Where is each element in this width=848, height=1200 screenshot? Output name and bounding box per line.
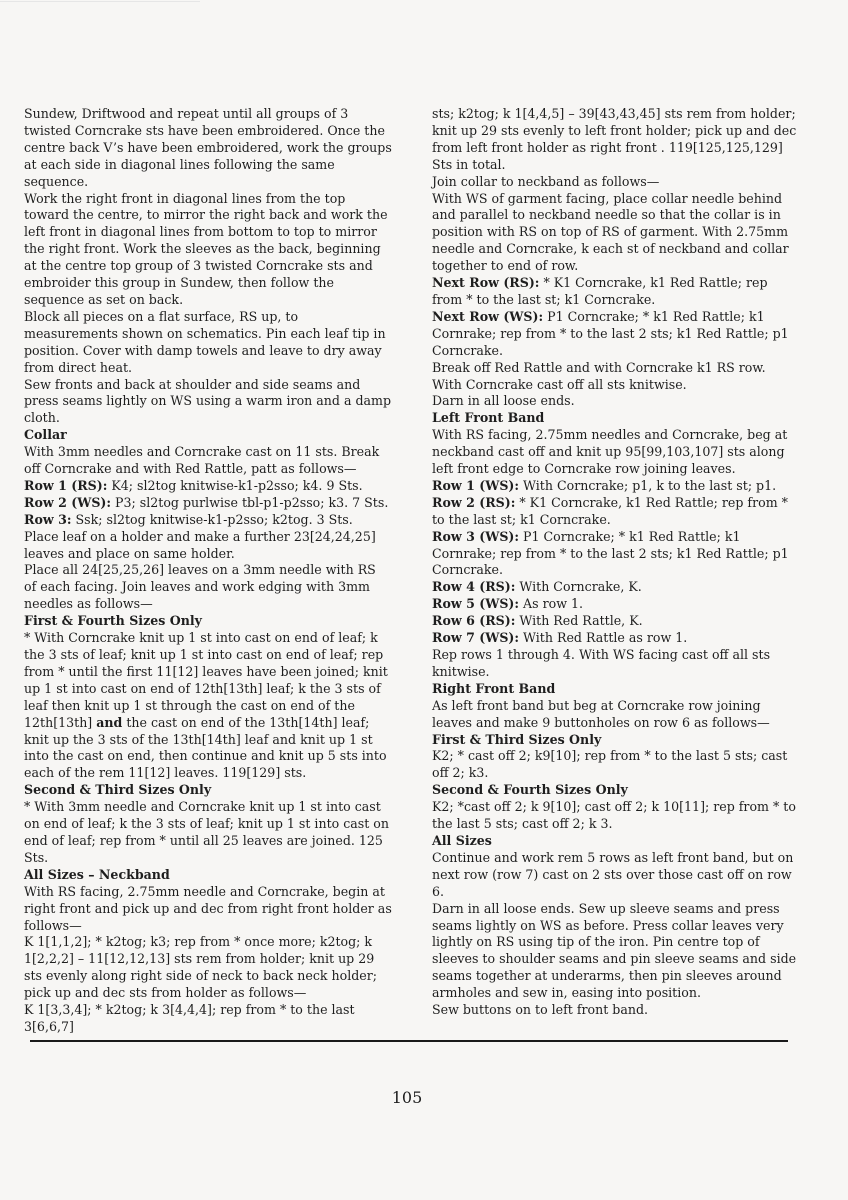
left-band-row-3 [432,529,797,580]
all-sizes-paragraph-1: Continue and work rem 5 rows as left front band, but on next row (row 7) cast on 2 sts over those cast off on row 6. [432,849,794,899]
first-fourth-sizes-text [24,630,392,782]
left-band-row-4 [432,579,797,596]
collar-paragraph-2: Place leaf on a holder and make a further 23[24,24,25] leaves and place on same holder. [24,528,376,561]
neckband-heading: All Sizes – Neckband [24,866,170,882]
left-band-paragraph-1: With RS facing, 2.75mm needles and Corncrake, beg at neckband cast off and knit up 95[99,103,107] sts along left front edge to Corncrake row joining leaves. [432,427,788,477]
intro-paragraph-4: Sew fronts and back at shoulder and side seams and press seams lightly on WS using a warm iron and a damp cloth. [24,376,392,426]
row-label: Row 3 (WS): [432,528,520,544]
left-band-row-2 [432,495,797,529]
left-front-band-heading: Left Front Band [432,410,545,426]
row-label: Row 2 (WS): [24,494,112,510]
row-label: Row 3: [24,511,72,527]
all-sizes-paragraph-2: Darn in all loose ends. Sew up sleeve seams and press seams lightly on WS as before. Press collar leaves very lightly on RS using tip of the iron. Pin centre top of sleeves to shoulder seams and pin sleeve seams and side seams together at underarms, then pin sleeves around armholes and sew in, easing into position. [432,900,797,1001]
row-label: Next Row (RS): [432,275,540,291]
neckband-paragraph-1: With RS facing, 2.75mm needle and Corncrake, begin at right front and pick up and dec from right front holder as follows— [24,883,392,933]
right-column [432,106,797,1019]
all-sizes-paragraph-3: Sew buttons on to left front band. [432,1002,649,1018]
right-front-band-heading: Right Front Band [432,680,556,696]
second-fourth-sizes-text: K2; *cast off 2; k 9[10]; cast off 2; k 10[11]; rep from * to the last 5 sts; cast off 2; k 3. [432,799,796,832]
row-label: Row 1 (WS): [432,477,520,493]
left-band-row-7 [432,630,797,647]
second-fourth-sizes-heading: Second & Fourth Sizes Only [432,782,628,798]
intro-paragraph-1: Sundew, Driftwood and repeat until all groups of 3 twisted Corncrake sts have been embroidered. Once the centre back V’s have been embroidered, work the groups at each side in diagonal lines following the same sequence. [24,106,392,189]
next-row-rs [432,275,797,309]
left-band-row-5 [432,596,797,613]
row-text: * K1 Corncrake, k1 Red Rattle; rep from * to the last st; k1 Corncrake. [432,275,768,307]
row-label: Row 2 (RS): [432,494,516,510]
row-text: As row 1. [519,596,584,612]
collar-paragraph-1: With 3mm needles and Corncrake cast on 11 sts. Break off Corncrake and with Red Rattle, patt as follows— [24,444,380,477]
row-label: Row 4 (RS): [432,579,516,595]
right-band-paragraph-1: As left front band but beg at Corncrake row joining leaves and make 9 buttonholes on row 6 as follows— [432,697,770,730]
left-band-row-6 [432,613,797,630]
row-text: With Corncrake, K. [515,579,642,595]
next-row-ws [432,309,797,360]
row-label: Row 6 (RS): [432,613,516,629]
neckband-paragraph-3: K 1[3,3,4]; * k2tog; k 3[4,4,4]; rep from * to the last 3[6,6,7] [24,1002,355,1034]
left-band-row-1 [432,478,797,495]
collar-row-3 [24,512,392,529]
first-third-sizes-text: K2; * cast off 2; k9[10]; rep from * to the last 5 sts; cast off 2; k3. [432,748,788,781]
row-text: * K1 Corncrake, k1 Red Rattle; rep from * to the last st; k1 Corncrake. [432,494,788,527]
row-text: P1 Corncrake; * k1 Red Rattle; k1 Cornrake; rep from * to the last 2 sts; k1 Red Rattle; p1 Corncrake. [432,528,789,578]
neckband-continued-1: sts; k2tog; k 1[4,4,5] – 39[43,43,45] sts rem from holder; knit up 29 sts evenly to left front holder; pick up and dec from left front holder as right front . 119[125,125,129] Sts in total. [432,106,797,172]
footer-rule [30,1040,788,1042]
neckband-continued-3: With WS of garment facing, place collar needle behind and parallel to neckband needle so that the collar is in position with RS on top of RS of garment. With 2.75mm needle and Corncrake, k each st of neckband and collar together to end of row. [432,190,789,274]
neckband-paragraph-2: K 1[1,1,2]; * k2tog; k3; rep from * once more; k2tog; k 1[2,2,2] – 11[12,12,13] sts rem from holder; knit up 29 sts evenly along right side of neck to back neck holder; pick up and dec sts from holder as follows— [24,934,378,1001]
row-text: P3; sl2tog purlwise tbl-p1-p2sso; k3. 7 Sts. [111,494,389,510]
second-third-sizes-text: * With 3mm needle and Corncrake knit up 1 st into cast on end of leaf; k the 3 sts of leaf; knit up 1 st into cast on end of leaf; rep from * until all 25 leaves are joined. 125 Sts. [24,799,389,865]
intro-paragraph-3: Block all pieces on a flat surface, RS up, to measurements shown on schematics. Pin each leaf tip in position. Cover with damp towels and leave to dry away from direct heat. [24,308,386,375]
second-third-sizes-heading: Second & Third Sizes Only [24,782,212,798]
neckband-continued-4: Break off Red Rattle and with Corncrake k1 RS row. With Corncrake cast off all sts knitwise. [432,359,766,392]
text-part: the cast on end of the 13th[14th] leaf; knit up the 3 sts of the 13th[14th] leaf and knit up 1 st into the cast on end, then continue and knit up 5 sts into each of the rem 11[12] leaves. 119[129] sts. [24,714,387,781]
left-column [24,106,392,1036]
page-number: 105 [391,1088,423,1107]
collar-paragraph-3: Place all 24[25,25,26] leaves on a 3mm needle with RS of each facing. Join leaves and work edging with 3mm needles as follows— [24,562,376,612]
row-label: Row 7 (WS): [432,630,520,646]
row-label: Row 5 (WS): [432,596,520,612]
row-text: K4; sl2tog knitwise-k1-p2sso; k4. 9 Sts. [107,477,363,493]
left-band-paragraph-2: Rep rows 1 through 4. With WS facing cast off all sts knitwise. [432,647,771,679]
neckband-continued-5: Darn in all loose ends. [432,393,575,409]
text-part: * With Corncrake knit up 1 st into cast on end of leaf; k the 3 sts of leaf; knit up 1 st into cast on end of leaf; rep from * until the first 11[12] leaves have been joined; knit up 1 st into cast on end of 12th[13th] leaf; k the 3 sts of leaf then knit up 1 st through the cast on end of the 12th[13th] [24,630,388,730]
intro-paragraph-2: Work the right front in diagonal lines from the top toward the centre, to mirror the right back and work the left front in diagonal lines from bottom to top to mirror the right front. Work the sleeves as the back, beginning at the centre top group of 3 twisted Corncrake sts and embroider this group in Sundew, then follow the sequence as set on back. [24,190,388,307]
all-sizes-heading: All Sizes [432,832,492,848]
row-text: With Red Rattle as row 1. [519,630,688,646]
scan-edge-line [0,1,200,2]
neckband-continued-2: Join collar to neckband as follows— [432,173,660,189]
row-label: Row 1 (RS): [24,477,108,493]
row-text: Ssk; sl2tog knitwise-k1-p2sso; k2tog. 3 Sts. [71,511,353,527]
and-emphasis: and [96,714,123,730]
row-text: With Corncrake; p1, k to the last st; p1. [519,477,777,493]
row-text: With Red Rattle, K. [515,613,643,629]
row-label: Next Row (WS): [432,308,544,324]
row-text: P1 Corncrake; * k1 Red Rattle; k1 Cornrake; rep from * to the last 2 sts; k1 Red Rattle; p1 Corncrake. [432,308,789,358]
collar-row-1 [24,478,392,495]
collar-row-2 [24,495,392,512]
first-third-sizes-heading: First & Third Sizes Only [432,731,602,747]
collar-heading: Collar [24,427,67,443]
first-fourth-sizes-heading: First & Fourth Sizes Only [24,613,202,629]
